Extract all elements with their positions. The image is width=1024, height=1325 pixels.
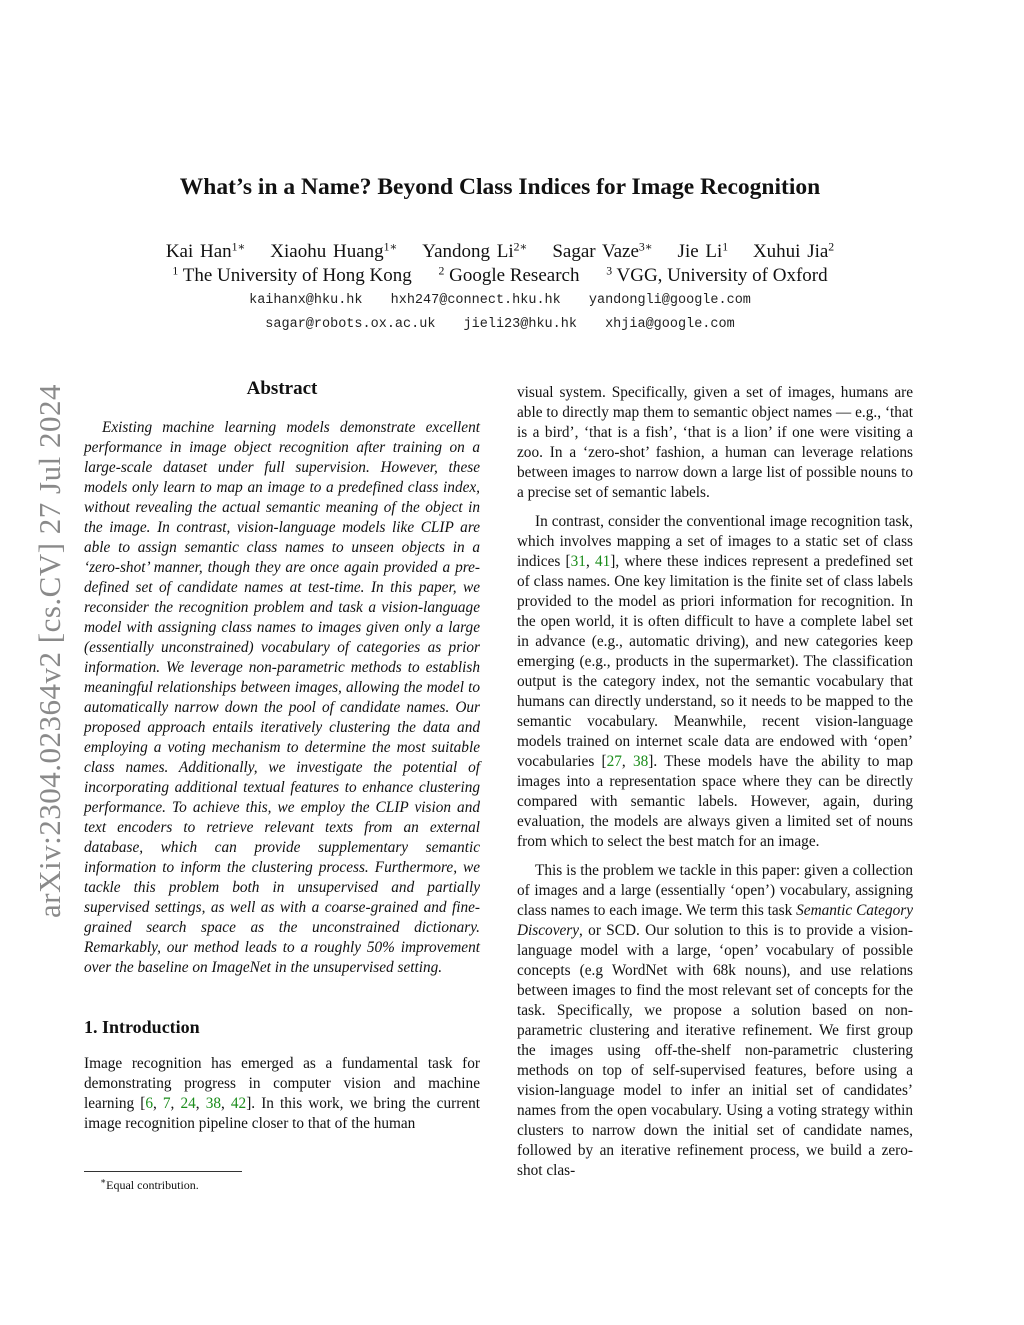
author: Kai Han$^{1∗}$ — [165, 240, 246, 262]
intro-paragraph: Image recognition has emerged as a fundamental task for demonstrating progress in computer vision and machine learning [6, 7, 24, 38, 42]. In this work, we bring the current image recognition pipeline closer to that of the human — [84, 1055, 480, 1132]
paper-title: What’s in a Name? Beyond Class Indices for Image Recognition — [179, 174, 821, 200]
footnote: ∗Equal contribution. — [100, 1176, 199, 1192]
email: jieli23@hku.hk — [463, 317, 577, 332]
citation-link[interactable]: 38 — [632, 753, 649, 770]
email: kaihanx@hku.hk — [249, 293, 363, 308]
author: Jie Li$^1$ — [677, 240, 729, 262]
citation-link[interactable]: 42 — [230, 1095, 247, 1112]
abstract-text: Existing machine learning models demonstrate excellent performance in image object recognition after training on a large-scale dataset under full supervision. However, these models only learn to map an image to a predefined class index, without revealing the actual semantic meaning of the object in the image. In contrast, vision-language models like CLIP are able to assign semantic class names to unseen objects in a ‘zero-shot’ manner, though they are once again provided a pre-defined set of candidate names at test-time. In this paper, we reconsider the recognition problem and task a vision-language model with assigning class names to images given only a large (essentially unconstrained) vocabulary of categories as prior information. We leverage non-parametric methods to establish meaningful relationships between images, allowing the model to automatically narrow down the pool of candidate names. Our proposed approach entails iteratively clustering the data and employing a voting mechanism to determine the most suitable class names. Additionally, we investigate the potential of incorporating additional textual features to enhance clustering performance. To achieve this, we employ the CLIP vision and text encoders to retrieve relevant texts from an external database, which can provide supplementary semantic information to inform the clustering process. Furthermore, we tackle this problem both in unsupervised and partially supervised settings, as well as with a coarse-grained and fine-grained search space as the unconstrained dictionary. Remarkably, our method leads to a roughly 50% improvement over the baseline on ImageNet in the unsupervised setting. — [84, 419, 480, 976]
affiliation-list — [0, 265, 1000, 287]
left-column — [84, 378, 480, 1134]
arxiv-identifier-text: arXiv:2304.02364v2 [cs.CV] 27 Jul 2024 — [32, 384, 67, 918]
arxiv-identifier — [20, 362, 80, 940]
email-row — [0, 317, 1000, 332]
citation-link[interactable]: 41 — [594, 553, 611, 570]
section-heading: 1. Introduction — [84, 1017, 200, 1037]
affiliation: $^3$ VGG, University of Oxford — [606, 264, 828, 286]
citation-link[interactable]: 31 — [570, 553, 586, 570]
author: Xiaohu Huang$^{1∗}$ — [270, 240, 398, 262]
citation-link[interactable]: 24 — [180, 1095, 196, 1112]
email: xhjia@google.com — [605, 317, 735, 332]
body-paragraph: visual system. Specifically, given a set of images, humans are able to directly map them to semantic object names — e.g., ‘that is a bird’, ‘that is a fish’, ‘that is a lion’ if one were visiting a zoo. In a ‘zero-shot’ fashion, a human can leverage relations between images to narrow down a large list of possible nouns to a precise set of semantic labels. — [517, 384, 913, 501]
author-list — [0, 241, 1000, 263]
emphasis-term: Semantic Category Discovery — [517, 902, 913, 939]
affiliation: $^2$ Google Research — [438, 264, 580, 286]
author: Sagar Vaze$^{3∗}$ — [552, 240, 653, 262]
footnote-divider — [84, 1171, 242, 1172]
email: hxh247@connect.hku.hk — [390, 293, 561, 308]
email-row — [0, 293, 1000, 308]
citation-link[interactable]: 38 — [205, 1095, 221, 1112]
citation-link[interactable]: 7 — [162, 1095, 171, 1112]
body-paragraph: In contrast, consider the conventional image recognition task, which involves mapping a set of images to a static set of class indices [31, 41], where these indices represent a predefined set of class names. One key limitation is the finite set of class labels provided to the model as priori information for recognition. In the open world, it is often difficult to have a complete label set in advance (e.g., automatic driving), and new categories keep emerging (e.g., products in the supermarket). The classification output is the category index, not the semantic vocabulary that humans can directly understand, so it needs to be mapped to the semantic vocabulary. Meanwhile, recent vision-language models trained on internet scale data are endowed with ‘open’ vocabularies [27, 38]. These models have the ability to map images into a representation space where they can be directly compared with semantic labels. However, again, during evaluation, the models are always given a limited set of nouns from which to select the best match for an image. — [517, 513, 913, 850]
email: sagar@robots.ox.ac.uk — [265, 317, 436, 332]
affiliation: $^1$ The University of Hong Kong — [172, 264, 412, 286]
citation-link[interactable]: 27 — [606, 753, 622, 770]
right-column — [517, 383, 913, 1190]
author: Yandong $Li^{2∗}$ — [422, 240, 528, 262]
email: yandongli@google.com — [588, 293, 751, 308]
abstract-heading: Abstract — [246, 378, 318, 399]
citation-link[interactable]: 6 — [145, 1095, 153, 1112]
body-paragraph: This is the problem we tackle in this paper: given a collection of images and a large (essentially ‘open’) vocabulary, assigning class names to each image. We term this task Semantic Category Discovery, or SCD. Our solution to this is to provide a vision-language model with a large, ‘open’ vocabulary of possible concepts (e.g WordNet with 68k nouns), and use relations between images to find the most relevant set of concepts for the task. Specifically, we propose a solution based on non-parametric clustering and iterative refinement. We first group the images using off-the-shelf non-parametric clustering methods on top of self-supervised features, before using a vision-language model to infer an initial set of candidates’ names from the open vocabulary. Using a voting strategy within clusters to narrow down the initial set of candidate names, followed by an iterative refinement process, we build a zero-shot clas- — [517, 862, 913, 1179]
author: Xuhui Jia$^2$ — [752, 240, 835, 262]
